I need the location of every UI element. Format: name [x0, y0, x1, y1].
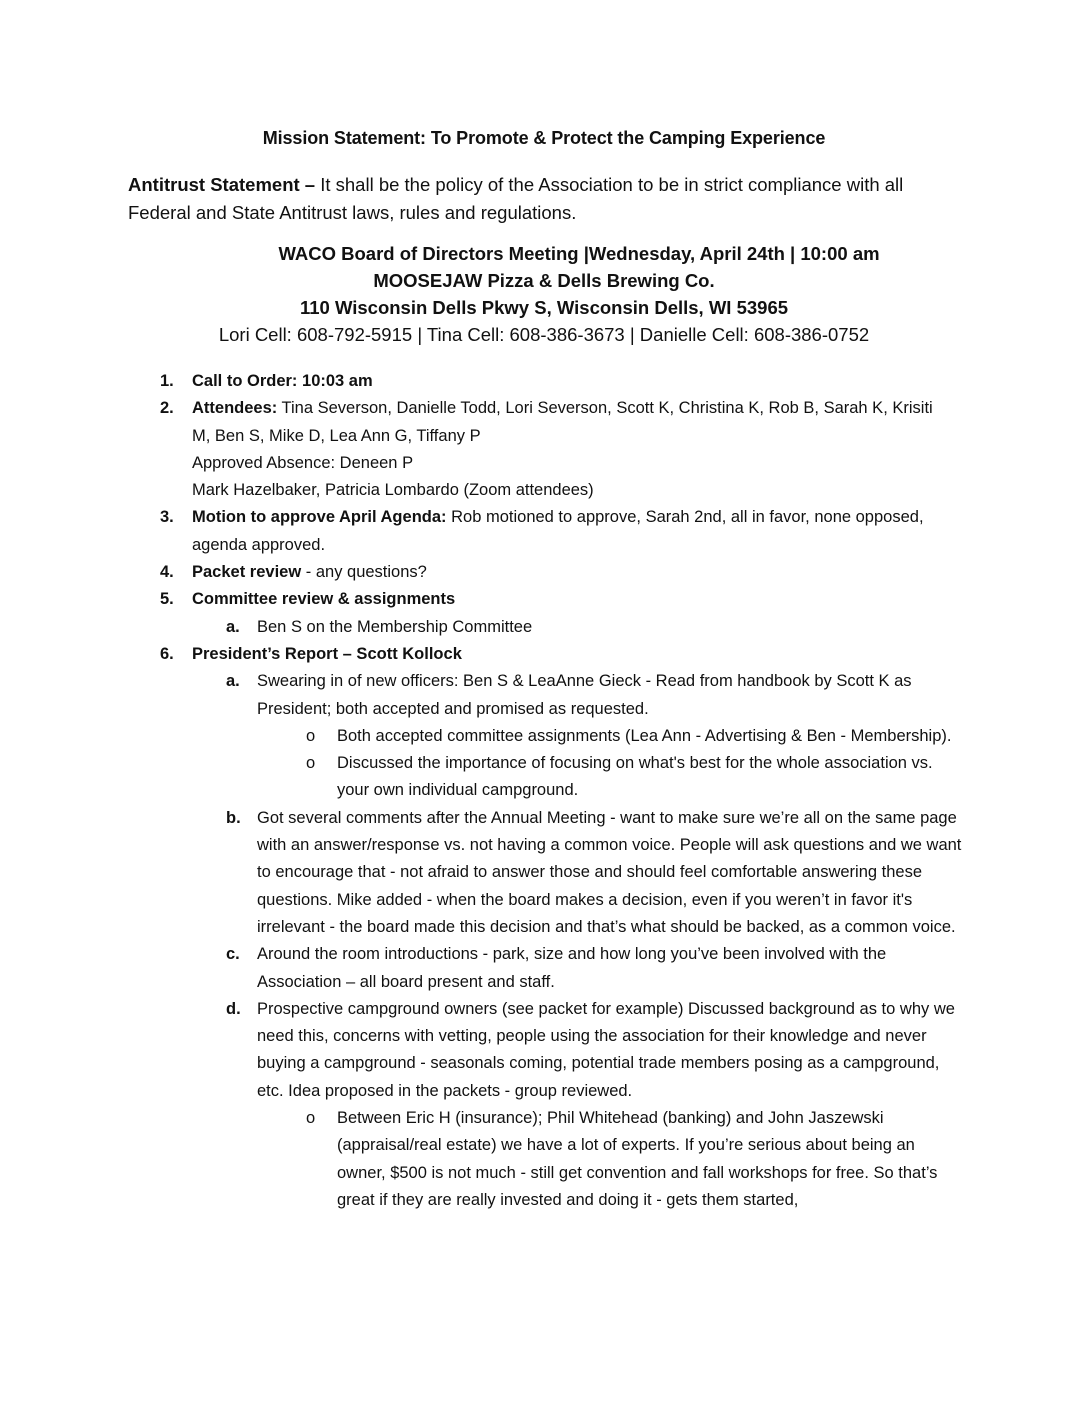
- report-subitem-d: [0, 996, 1088, 1105]
- bullet-text: Discussed the importance of focusing on what's best for the whole association vs. your own individual campground.: [337, 754, 933, 800]
- item-label: Attendees:: [192, 399, 278, 418]
- mission-statement: Mission Statement: To Promote & Protect the Camping Experience: [262, 128, 826, 148]
- subitem-text: Got several comments after the Annual Meeting - want to make sure we’re all on the same page with an answer/response vs. not having a common voice. People will ask questions and we want to encourage that - not afraid to answer those and should feel comfortable answering these questions. Mike added - when the board makes a decision, even if you weren’t in favor it's irrelevant - the board made this decision and that’s what should be backed, as a common voice.: [257, 808, 962, 936]
- item-number: 1.: [160, 372, 174, 390]
- item-number: 3.: [160, 508, 174, 527]
- item-label: Committee review & assignments: [192, 590, 456, 609]
- subitem-letter: c.: [226, 945, 240, 964]
- antitrust-statement: [128, 171, 968, 227]
- item-label: Packet review: [192, 563, 302, 582]
- item-number: 5.: [160, 590, 174, 609]
- antitrust-label: Antitrust Statement –: [128, 174, 316, 195]
- item-label: President’s Report – Scott Kollock: [192, 644, 462, 663]
- agenda-item-packet-review: [0, 559, 1088, 586]
- bullet-circle-icon: o: [306, 1109, 316, 1128]
- report-subitem-a: [0, 668, 1088, 723]
- report-a-bullet-1: [0, 723, 1088, 750]
- zoom-attendees: Mark Hazelbaker, Patricia Lombardo (Zoom attendees): [192, 481, 594, 500]
- item-label: Motion to approve April Agenda:: [192, 508, 447, 527]
- item-label: Call to Order: 10:03 am: [192, 372, 373, 390]
- bullet-circle-icon: o: [306, 726, 316, 745]
- subitem-letter: a.: [226, 617, 240, 636]
- antitrust-text: It shall be the policy of the Association to be in strict compliance with all Federal and State Antitrust laws, rules and regulations.: [128, 174, 904, 223]
- bullet-text: Between Eric H (insurance); Phil Whitehead (banking) and John Jaszewski (appraisal/real estate) we have a lot of experts. If you’re serious about being an owner, $500 is not much - still get convention and fall workshops for free. So that’s great if they are really invested and doing it - gets them started,: [337, 1109, 938, 1209]
- meeting-header: [0, 240, 1088, 348]
- subitem-letter: b.: [226, 808, 241, 827]
- bullet-circle-icon: o: [306, 754, 316, 773]
- agenda-item-presidents-report: [0, 641, 1088, 668]
- meeting-title: WACO Board of Directors Meeting |Wednesday, April 24th | 10:00 am: [278, 243, 880, 264]
- item-text: Rob motioned to approve, Sarah 2nd, all in favor, none opposed, agenda approved.: [192, 508, 924, 554]
- item-text: Tina Severson, Danielle Todd, Lori Severson, Scott K, Christina K, Rob B, Sarah K, Krisiti M, Ben S, Mike D, Lea Ann G, Tiffany P: [192, 399, 933, 445]
- agenda-item-motion: [0, 504, 1088, 559]
- meeting-address: 110 Wisconsin Dells Pkwy S, Wisconsin Dells, WI 53965: [299, 297, 789, 318]
- subitem-text: Swearing in of new officers: Ben S & LeaAnne Gieck - Read from handbook by Scott K as President; both accepted and promised as requested.: [257, 672, 912, 718]
- item-number: 4.: [160, 563, 174, 582]
- report-d-bullet-1: [0, 1105, 1088, 1214]
- subitem-text: Prospective campground owners (see packet for example) Discussed background as to why we need this, concerns with vetting, people using the association for their knowledge and never buying a campground - seasonals coming, potential trade members posing as a campground, etc. Idea proposed in the packets - group reviewed.: [257, 999, 955, 1100]
- subitem-text: Around the room introductions - park, size and how long you’ve been involved with the Association – all board present and staff.: [257, 945, 887, 991]
- report-subitem-c: [0, 941, 1088, 996]
- committee-subitem-a: [0, 614, 1088, 641]
- agenda-item-call-to-order: [0, 368, 1088, 395]
- agenda-list: [0, 368, 1088, 1214]
- approved-absence: Approved Absence: Deneen P: [192, 453, 414, 472]
- item-number: 6.: [160, 644, 174, 663]
- agenda-item-committee: [0, 586, 1088, 613]
- item-number: 2.: [160, 399, 174, 418]
- meeting-venue: MOOSEJAW Pizza & Dells Brewing Co.: [373, 270, 715, 291]
- report-a-bullet-2: [0, 750, 1088, 805]
- item-text: - any questions?: [301, 563, 427, 582]
- subitem-text: Ben S on the Membership Committee: [257, 617, 533, 636]
- subitem-letter: d.: [226, 999, 241, 1018]
- meeting-contacts: Lori Cell: 608-792-5915 | Tina Cell: 608-386-3673 | Danielle Cell: 608-386-0752: [218, 324, 870, 345]
- report-subitem-b: [0, 805, 1088, 941]
- subitem-letter: a.: [226, 672, 240, 691]
- bullet-text: Both accepted committee assignments (Lea Ann - Advertising & Ben - Membership).: [337, 726, 952, 745]
- agenda-item-attendees: [0, 395, 1088, 504]
